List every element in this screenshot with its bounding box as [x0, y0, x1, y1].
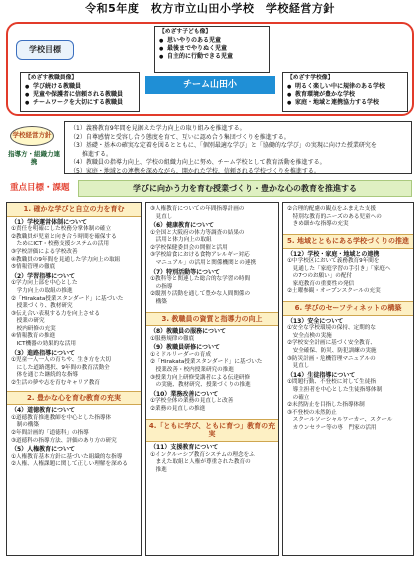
item-line: 校内研修の充実 [11, 325, 56, 332]
item-line: ②縦割り活動を通して豊かな人間関係の [150, 291, 251, 298]
item-line: ①責任を明確にした校務分掌体制の確立 [11, 226, 112, 233]
item-line: ②業務の見直しの推進 [150, 405, 206, 412]
ideal-child-item: ● 自主的に行動できる児童 [159, 53, 265, 61]
ideal-school-item: ● 明るく楽しい中に規律のある学校 [287, 83, 403, 91]
item-line: ①児童一人一人の育ちや、生き方を大切 [11, 357, 111, 364]
item-line: ①道徳教育推進教師を中心とした指導体 [11, 414, 112, 421]
item-line: ①ミドルリーダーの育成 [150, 351, 211, 358]
item-line: 見通した「家庭学習の手引き」「家庭へ [287, 265, 391, 272]
item-line: 導主担者を中心とした生徒指導体制 [287, 386, 383, 393]
subsection-heading: （8）教職員の服務について [150, 328, 227, 336]
ideal-school-heading: 【めざす学校像】 [287, 75, 334, 81]
subsection-heading: （10）業務改善について [150, 390, 219, 398]
section-1-heading: 1. 確かな学びと自立の力を育む [7, 203, 141, 217]
item-line: 見直し [150, 213, 173, 220]
item-line: ③授業力向上研修受講者による伝達研修 [150, 374, 251, 381]
subsection-heading: （6）健康教育について [150, 222, 215, 230]
item-line: 活用と体力向上の取組 [150, 237, 212, 244]
ideal-teacher-heading: 【めざす教職員像】 [25, 75, 78, 81]
ideal-child-item: ● 最後までやりぬく児童 [159, 45, 265, 53]
subsection-heading: （14）生徒指導について [287, 371, 356, 379]
subsection-heading: （9）教職員研修について [150, 344, 221, 352]
item-line: ①服務規律の徹底 [150, 335, 195, 342]
item-line: カウンセラー等の専 門家の活用 [287, 424, 377, 431]
item-line: ④情報教育の推進 [11, 333, 56, 340]
policy-line: （5）家庭・地域との連携を深めながら、開かれた学校、信頼される学校づくりを推進する。 [70, 167, 320, 175]
item-line: 見直し [287, 363, 310, 370]
item-line: 授業づくり、教材研究 [11, 303, 73, 310]
subsection-heading: （7）特別活動等について [150, 268, 221, 276]
ideal-teacher-box [20, 72, 140, 112]
item-line: ②教職員が児童と向き合う時間を確保する [11, 233, 117, 240]
team-yamada-banner: チーム山田小 [145, 76, 275, 94]
policy-box [64, 121, 412, 174]
item-line: の7つのお願い」の配付 [287, 273, 353, 280]
policy-line: （4）教職員の指導力向上、学校の組織力向上に努め、チーム学校として教育活動を推進する。 [70, 159, 326, 167]
item-line: スクールソーシャルワーカー、スクール [287, 417, 393, 424]
item-line: ③防災計画・危機管理マニュアルの [287, 355, 376, 362]
item-line: 授業の研究 [11, 318, 45, 325]
item-line: マニュアル」の活用と関係機関との連携 [150, 260, 257, 267]
item-line: ③道徳科の指導方法、評価のあり方の研究 [11, 437, 117, 444]
section-4-heading: 4.「ともに学び、ともに育つ」教育の充実 [146, 419, 278, 443]
section-5-heading: 5. 地域とともにある学校づくりの推進 [283, 234, 413, 249]
subsection-heading: （3）進路指導について [11, 349, 76, 357]
policy-line: （1）義務教育9年間を見据えた学力向上の取り組みを推進する。 [70, 125, 246, 132]
section-3-heading: 3. 教職員の資質と指導力の向上 [146, 312, 278, 327]
subsection-heading: （13）安全について [287, 317, 344, 325]
subsection-heading: （12）学校・家庭・地域との連携 [287, 250, 380, 258]
item-line: ②年間計画的「道徳科」の指導 [11, 429, 89, 436]
item-line: ③人権教育についての年間指導計画の [150, 206, 245, 212]
ideal-child-item: ● 思いやりのある児童 [159, 37, 265, 45]
policy-line: 推進する。 [70, 150, 113, 158]
item-line: まえた取組と人権が尊重された教育の [150, 459, 251, 466]
item-line: ①教科等と関連した総合的な学習の時間 [150, 276, 251, 283]
item-line: ②人権、人権課題に関して正しい理解を深める [11, 461, 128, 468]
item-line: ④教職員の9年間を見通した学力向上の取組 [11, 256, 121, 263]
policy-line: （2）自尊感情と受容し合う態度を育て、互いに認め合う集団づくりを推進する。 [70, 133, 290, 141]
item-line: ③学校給食における食物アレルギー対応 [150, 252, 250, 259]
focus-banner: 学びに向かう力を育む授業づくり・豊かな心の教育を推進する [78, 180, 412, 197]
item-line: ②生活の夢や志を育むキャリア教育 [11, 379, 100, 386]
item-line: ②土曜参観・オープンスクールの充実 [287, 288, 381, 295]
item-line: ③伝え合い表現する力を向上させる [11, 310, 100, 317]
item-line: の実施、教材研究、授業づくりの推進 [150, 382, 251, 389]
subsection-heading: （1）学校運営体制について [11, 218, 88, 226]
school-goal-label: 学校目標 [16, 40, 74, 60]
item-line: ②「Hirakata授業スタンダード」に基づいた [150, 359, 263, 366]
item-line: 体を通じた継続的な指導 [11, 372, 79, 379]
item-line: にした道路選択、9年間の教育活動全 [11, 364, 110, 371]
item-line: ②合理的配慮の観点をふまえた支援 [287, 206, 376, 212]
policy-sublabel: 指導方・組織力連携 [8, 150, 60, 166]
column-3 [282, 202, 414, 556]
ideal-school-item: ● 教育環境が豊かな学校 [287, 91, 403, 99]
item-line: の確立 [287, 394, 310, 401]
item-line: 推進 [150, 466, 167, 473]
item-line: ICT機器の効果的な活用 [11, 341, 76, 348]
page-title: 令和5年度 枚方市立山田小学校 学校経営方針 [85, 2, 335, 15]
item-line: ③学校評価による学校改善 [11, 249, 78, 256]
item-line: 特別な教育的ニーズのある児童への [287, 213, 382, 220]
item-line: ①学力向上部を中心とした [11, 280, 78, 287]
item-line: きめ細かな指導の充実 [287, 221, 349, 228]
subsection-heading: （2）学習指導について [11, 272, 76, 280]
item-line: ①中学校区において義務教育9年間を [287, 258, 380, 265]
ideal-school-item: ● 家庭・地域と連携協力する学校 [287, 99, 403, 107]
ideal-child-heading: 【めざす子ども像】 [159, 29, 212, 35]
item-line: ②未然防止を目指した指導体制 [287, 402, 365, 409]
item-line: ⑤情報管理の徹底 [11, 264, 56, 271]
ideal-school-box [282, 72, 408, 112]
ideal-teacher-item: ● 児童や保護者に信頼される教職員 [25, 91, 135, 99]
ideal-teacher-item: ● 学び続ける教職員 [25, 83, 135, 91]
item-line: ①学校全体の業務の見直しと改善 [150, 398, 234, 405]
section-2-heading: 2. 豊かな心を育む教育の充実 [7, 391, 141, 406]
item-line: ①安全な学校環境の保持、定期的な [287, 325, 376, 332]
focus-label: 重点目標・課題 [10, 183, 70, 193]
item-line: 構築 [150, 298, 167, 305]
item-line: 学力向上の取組の推進 [11, 287, 73, 294]
item-line: ①全国と大阪府の体力等調査の結果の [150, 229, 245, 236]
item-line: 家庭教育の重要性の発信 [287, 280, 355, 287]
item-line: ①問題行動、不登校に対して生徒指 [287, 379, 376, 386]
subsection-heading: （4）道徳教育について [11, 407, 76, 415]
item-line: ②学校安全計画に基づく安全教育、 [287, 340, 376, 347]
item-line: ③不登校の未然防止 [287, 409, 337, 416]
ideal-child-box [154, 26, 270, 73]
item-line: ためにICT・校務支援システムの活用 [11, 241, 109, 248]
policy-line: （3）基礎・基本の確実な定着を図るとともに、「個別最適な学び」と「協働的な学び」の実現に向けた授業研究を [70, 142, 377, 150]
item-line: の指導 [150, 283, 173, 290]
item-line: 安全確保、防災、防犯訓練の実施 [287, 348, 377, 355]
item-line: ①インクルーシブ教育システムの理念をふ [150, 451, 255, 458]
item-line: ②学校保健委員会の開催と活用 [150, 244, 228, 251]
subsection-heading: （5）人権教育について [11, 446, 76, 454]
ideal-teacher-item: ● チームワークを大切にする教職員 [25, 99, 135, 107]
column-2 [145, 202, 279, 556]
item-line: ①人権教育基本方針に基づいた組織的な指導 [11, 453, 123, 460]
section-6-heading: 6. 学びのセーフティネットの構築 [283, 301, 413, 316]
policy-label: 学校経営方針 [10, 126, 54, 146]
subsection-heading: （11）支援教育について [150, 444, 219, 452]
column-1 [6, 202, 142, 556]
item-line: 安全点検の実施 [287, 332, 332, 339]
item-line: 制の構築 [11, 422, 39, 429]
item-line: 授業改善・校内授業研究の推進 [150, 367, 234, 374]
item-line: ②「Hirakata授業スタンダード」に基づいた [11, 295, 124, 302]
